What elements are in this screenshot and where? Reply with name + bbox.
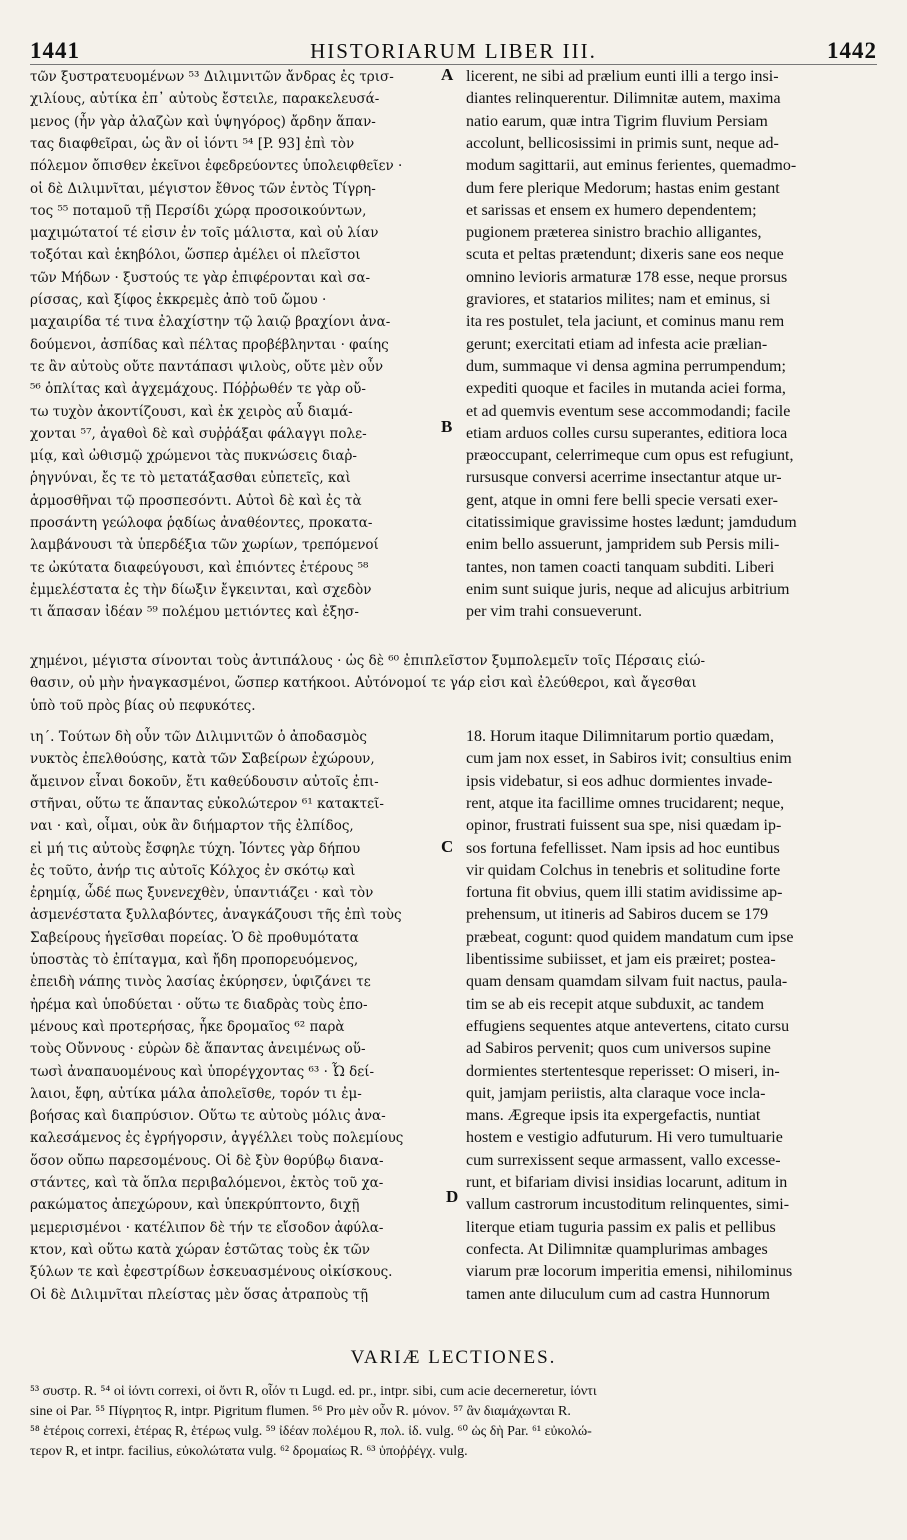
text-line: literque etiam tuguria passim ex palis et pellibus [466, 1218, 776, 1236]
right-page-number: 1442 [826, 38, 877, 63]
running-header [30, 30, 877, 65]
text-line: τος ⁵⁵ ποταμοῦ τῇ Περσίδι χώρᾳ προσοικούντων, [30, 202, 367, 219]
text-line: ita res postulet, tela jaciunt, et cominus manu rem [466, 313, 785, 331]
text-line: tamen ante diluculum cum ad castra Hunnorum [466, 1285, 770, 1303]
text-line: μενος (ἦν γὰρ ἀλαζὼν καὶ ὑψηγόρος) ἄρδην ἅπαν- [30, 113, 376, 130]
text-line: Σαβείρους ἡγεῖσθαι πορείας. Ὁ δὲ προθυμότατα [30, 929, 359, 946]
text-line: rursusque conversi acerrime insectantur atque ur- [466, 469, 782, 487]
text-line: præoccupant, celerrimeque cum opus est refugiunt, [466, 447, 794, 465]
text-line: μένους καὶ προτερήσας, ἧκε δρομαῖος ⁶² παρὰ [30, 1018, 345, 1035]
text-line: rent, atque ita facillime omnes trucidarent; neque, [466, 794, 785, 812]
text-line: pugionem præterea sinistro brachio alligantes, [466, 224, 762, 242]
text-line: graviores, et statarios milites; nam et eminus, si [466, 291, 771, 308]
text-line: οἱ δὲ Διλιμνῖται, μέγιστον ἔθνος τῶν ἐντὸς Τίγρη- [30, 180, 376, 197]
text-line: πόλεμον ὄπισθεν ἐκεῖνοι ἐφεδρεύοντες ὑπολειφθεῖεν · [30, 158, 403, 175]
variant-reading-line: sine οἱ Par. ⁵⁵ Πίγρητος R, intpr. Pigritum flumen. ⁵⁶ Pro μὲν οὖν R. μόνον. ⁵⁷ ἂν διαμάχωνται R. [30, 1404, 571, 1419]
text-line: τι ἅπασαν ἰδέαν ⁵⁹ πολέμου μετιόντες καὶ ἐξησ- [30, 604, 359, 621]
text-line: χημένοι, μέγιστα σίνονται τοὺς ἀντιπάλους · ὡς δὲ ⁶⁰ ἐπιπλεῖστον ξυμπολεμεῖν τοῖς Πέρσαις εἰώ- [30, 653, 706, 669]
text-line: ad Sabiros pervenit; quos cum universos supine [466, 1040, 771, 1058]
text-line: τοὺς Οὔννους · εὑρὼν δὲ ἅπαντας ἀνειμένως οὕ- [30, 1041, 366, 1058]
text-line: diantes relinquerentur. Dilimnitæ autem, maxima [466, 90, 781, 108]
text-line: τας διαφθεῖραι, ὡς ἂν οἱ ἰόντι ⁵⁴ [P. 93] ἐπὶ τὸν [30, 135, 355, 152]
variant-reading-line: ⁵⁸ ἑτέροις correxi, ἑτέρας R, ἑτέρως vulg. ⁵⁹ ἰδέαν πολέμου R, πολ. ἰδ. vulg. ⁶⁰ ὡς δὴ Par. ⁶¹ εὐκολώ- [30, 1424, 592, 1439]
text-line: μεμερισμένοι · κατέλιπον δὲ τήν τε εἴσοδον ἀφύλα- [30, 1219, 384, 1236]
text-line: στῆναι, οὕτω τε ἅπαντας εὐκολώτερον ⁶¹ κατακτεῖ- [30, 795, 384, 812]
text-line: ὑπὸ τοῦ πρὸς βίας οὐ πεφυκότες. [30, 697, 256, 714]
text-line: τοξόται καὶ ἑκηβόλοι, ὥσπερ ἀμέλει οἱ πλεῖστοι [30, 247, 361, 264]
text-line: νυκτὸς ἐπελθούσης, κατὰ τῶν Σαβείρων ἐχώρουν, [30, 751, 375, 768]
text-line: ρακώματος ἀπεχώρουν, καὶ ὑπεκρύπτοντο, διχῇ [30, 1197, 360, 1214]
text-line: τε ἂν αὐτοὺς οὔτε παντάπασι ψιλοὺς, οὔτε μὲν οὖν [30, 358, 384, 375]
text-line: accolunt, bellicosissimi in primis sunt, neque ad- [466, 134, 779, 152]
text-line: τωσὶ ἀναπαυομένους καὶ ὑπορέγχοντας ⁶³ · Ὦ δεί- [30, 1063, 375, 1080]
text-line: βοήσας καὶ διαπρύσιον. Οὕτω τε αὐτοὺς μόλις ἀνα- [30, 1108, 386, 1125]
text-line: et sarissas et ensem ex humero dependentem; [466, 201, 757, 219]
text-line: enim bello assuerunt, jampridem sub Persis mili- [466, 536, 780, 554]
text-line: dum, summaque vi densa agmina perrumpendum; [466, 357, 786, 375]
text-line: θασιν, οὐ μὴν ἠναγκασμένοι, ὥσπερ κατήκοοι. Αὐτόνομοί τε γάρ εἰσι καὶ ἐλεύθεροι, καὶ ἄγεσθαι [30, 675, 697, 692]
text-line: ρίσσας, καὶ ξίφος ἐκκρεμὲς ἀπὸ τοῦ ὤμου · [30, 292, 327, 308]
text-line: ⁵⁶ ὁπλίτας καὶ ἀγχεμάχους. Πόῤῥωθέν τε γὰρ οὔ- [30, 381, 366, 398]
variae-lectiones-heading: VARIÆ LECTIONES. [350, 1347, 557, 1368]
text-line: et ad quemvis eventum sese accommodandi; facile [466, 402, 791, 420]
text-line: μίᾳ, καὶ ὠθισμῷ χρώμενοι τὰς πυκνώσεις διαῤ- [30, 448, 357, 465]
text-line: ναι · καὶ, οἶμαι, οὐκ ἂν διήμαρτον τῆς ἐλπίδος, [30, 818, 354, 835]
text-line: viarum præ locorum imperitia emensi, nihilominus [466, 1263, 793, 1281]
text-line: ἐπειδὴ νάπης τινὸς λασίας ἐκύρησεν, ὑφιζάνει τε [30, 974, 371, 991]
text-line: τῶν Μήδων · ξυστούς τε γὰρ ἐπιφέρονται καὶ σα- [30, 269, 371, 286]
text-line: gerunt; exercitati etiam ad infesta acie prælian- [466, 335, 768, 353]
text-line: τῶν ξυστρατευομένων ⁵³ Διλιμνιτῶν ἄνδρας ἐς τρισ- [30, 69, 394, 85]
text-line: ἄμεινον εἶναι δοκοῦν, ἔτι καθεύδουσιν αὐτοῖς ἐπι- [30, 773, 379, 790]
text-line: sos fortuna fefellisset. Nam ipsis ad hoc euntibus [466, 839, 780, 857]
text-line: præbeat, cogunt: quod quidem mandatum cum ipse [466, 928, 794, 946]
text-line: expediti quoque et faciles in mutanda aciei forma, [466, 380, 786, 398]
text-line: effugiens sequentes atque antevertens, citato cursu [466, 1017, 790, 1035]
text-line: ῥηγνύναι, ἔς τε τὸ μετατάξασθαι εὐπετεῖς, καὶ [30, 470, 351, 487]
text-line: κτον, καὶ οὕτω κατὰ χώραν ἑστῶτας τοὺς ἐκ τῶν [30, 1241, 370, 1258]
text-line: λαιοι, ἔφη, αὐτίκα μάλα ἀπολεῖσθε, τορόν τι ἐμ- [30, 1085, 362, 1102]
margin-marker-b: B [441, 417, 453, 436]
text-line: cum surrexissent seque armassent, vallo excesse- [466, 1151, 781, 1169]
text-line: ἀσμενέστατα ξυλλαβόντες, ἀναγκάζουσι τῆς ἐπὶ τοὺς [30, 907, 402, 924]
text-line: hostem e vestigio adfuturum. Hi vero tumultuarie [466, 1129, 783, 1147]
text-line: ipsis videbatur, si eos adhuc dormientes invade- [466, 772, 773, 790]
text-line: λαμβάνουσι τὰ ὑπερδέξια τῶν χωρίων, τρεπόμενοί [30, 537, 379, 554]
left-page-number: 1441 [30, 38, 80, 63]
text-line: confecta. At Dilimnitæ quamplurimas ambages [466, 1240, 768, 1258]
margin-marker-c: C [441, 837, 454, 856]
text-line: vir quidam Colchus in tenebris et solitudine forte [466, 861, 781, 879]
text-line: ἠρέμα καὶ ὑποδύεται · οὕτω τε διαδρὰς τοὺς ἑπο- [30, 996, 368, 1013]
text-line: χονται ⁵⁷, ἀγαθοὶ δὲ καὶ συῤῥάξαι φάλαγγι πολε- [30, 425, 367, 442]
text-line: enim sunt suique juris, neque ad alicujus arbitrium [466, 580, 790, 598]
text-line: τω τυχὸν ἀκοντίζουσι, καὶ ἐκ χειρὸς αὖ διαμά- [30, 403, 353, 420]
text-line: mans. Ægreque ipsis ita expergefactis, nuntiat [466, 1107, 761, 1125]
text-line: καλεσάμενος ἐς ἐγρήγορσιν, ἀγγέλλει τοὺς πολεμίους [30, 1130, 404, 1147]
text-line: ἁρμοσθῆναι τῷ προσπεσόντι. Αὐτοὶ δὲ καὶ ἐς τὰ [30, 492, 362, 509]
text-line: tim se ab eis recepit atque subduxit, ac tandem [466, 995, 765, 1013]
text-line: opinor, frustrati fuissent sua spe, nisi quædam ip- [466, 817, 782, 835]
text-line: licerent, ne sibi ad prælium eunti illi a tergo insi- [466, 68, 779, 85]
variant-reading-line: τερον R, et intpr. facilius, εὐκολώτατα vulg. ⁶² δρομαίως R. ⁶³ ὑποῤῥέγχ. vulg. [30, 1444, 468, 1459]
text-line: ἐμμελέστατα ἐς τὴν δίωξιν ἔγκεινται, καὶ σχεδὸν [30, 581, 372, 598]
text-line: εἰ μή τις αὐτοὺς ἔσφηλε τύχη. Ἰόντες γὰρ δήπου [30, 840, 361, 857]
text-line: ἐρημίᾳ, ὧδέ πως ξυνενεχθὲν, ὑπαντιάζει · καὶ τὸν [30, 885, 374, 902]
variant-reading-line: ⁵³ συστρ. R. ⁵⁴ οἱ ἰόντι correxi, οἱ ὄντι R, οἷόν τι Lugd. ed. pr., intpr. sibi, cum acie decerneretur, ἰόντι [30, 1384, 597, 1399]
text-line: ὅσον οὔπω παρεσομένους. Οἱ δὲ ξὺν θορύβῳ διανα- [30, 1152, 384, 1169]
text-line: dormientes stertentesque reperisset: O miseri, in- [466, 1062, 780, 1080]
text-line: χιλίους, αὐτίκα ἐπ᾽ αὐτοὺς ἔστειλε, παρακελευσά- [30, 91, 380, 108]
text-line: ιη΄. Τούτων δὴ οὖν τῶν Διλιμνιτῶν ὁ ἀποδασμὸς [30, 729, 367, 745]
text-line: tantes, non tamen coacti tanquam subditi. Liberi [466, 558, 775, 576]
text-line: citatissimique gravissime hostes lædunt; jamdudum [466, 514, 797, 531]
text-line: ἐς τοῦτο, ἀνήρ τις αὐτοῖς Κόλχος ἐν σκότῳ καὶ [30, 862, 356, 879]
text-line: quit, jamjam periistis, alta claraque voce incla- [466, 1084, 766, 1102]
text-line: δούμενοι, ἀσπίδας καὶ πέλτας προβέβληνται · φαίης [30, 336, 389, 353]
text-line: vallum castrorum incustoditum relinquentes, simi- [466, 1196, 790, 1214]
text-line: μαχαιρίδα τέ τινα ἐλαχίστην τῷ λαιῷ βραχίονι ἀνα- [30, 314, 391, 331]
text-line: ξύλων τε καὶ ἐφεστρίδων ἐσκευασμένους οἰκίσκους. [30, 1264, 393, 1281]
text-line: gent, atque in omni fere belli specie versati exer- [466, 491, 778, 509]
text-line: quam densam quamdam silvam fuit nactus, paula- [466, 973, 788, 991]
text-line: runt, et bifariam divisi insidias locarunt, aditum in [466, 1174, 788, 1191]
text-line: scuta et peltas prætendunt; dixeris sane eos neque [466, 246, 784, 264]
text-line: per vim trahi consueverunt. [466, 603, 642, 621]
text-line: fortuna fit obvius, quem illi statim avidissime ap- [466, 884, 783, 902]
margin-marker-a: A [441, 65, 454, 84]
text-line: natio earum, quæ intra Tigrim fluvium Persiam [466, 112, 768, 130]
text-line: omnino levioris armaturæ 178 esse, neque prorsus [466, 268, 788, 286]
text-line: μαχιμώτατοί τέ εἰσιν ἐν τοῖς μάλιστα, καὶ οὐ λίαν [30, 225, 379, 242]
running-title: HISTORIARUM LIBER III. [310, 39, 597, 63]
text-line: 18. Horum itaque Dilimnitarum portio quædam, [466, 728, 774, 745]
text-line: τε ὠκύτατα διαφεύγουσι, καὶ ἐπιόντες ἑτέρους ⁵⁸ [30, 559, 369, 576]
text-line: στάντες, καὶ τὰ ὅπλα περιβαλόμενοι, ἐκτὸς τοῦ χα- [30, 1175, 384, 1191]
text-line: modum sagittarii, aut eminus ferientes, quemadmo- [466, 157, 797, 175]
text-line: cum jam nox esset, in Sabiros ivit; consultius enim [466, 750, 792, 768]
margin-marker-d: D [446, 1187, 459, 1206]
text-line: dum fere plerique Medorum; hastas enim gestant [466, 179, 780, 197]
text-line: ὑποστὰς τὸ ἐπίταγμα, καὶ ἤδη προπορευόμενος, [30, 952, 359, 968]
text-line: prehensum, ut itineris ad Sabiros ducem se 179 [466, 906, 769, 924]
text-line: Οἱ δὲ Διλιμνῖται πλείστας μὲν ὅσας ἀτραποὺς τῇ [30, 1286, 369, 1303]
text-line: libentissime subiisset, et jam eis præiret; postea- [466, 951, 776, 968]
text-line: etiam arduos colles cursu superantes, editiora loca [466, 424, 788, 442]
text-line: προσάντη γεώλοφα ῥᾳδίως ἀναθέοντες, προκατα- [30, 515, 373, 531]
